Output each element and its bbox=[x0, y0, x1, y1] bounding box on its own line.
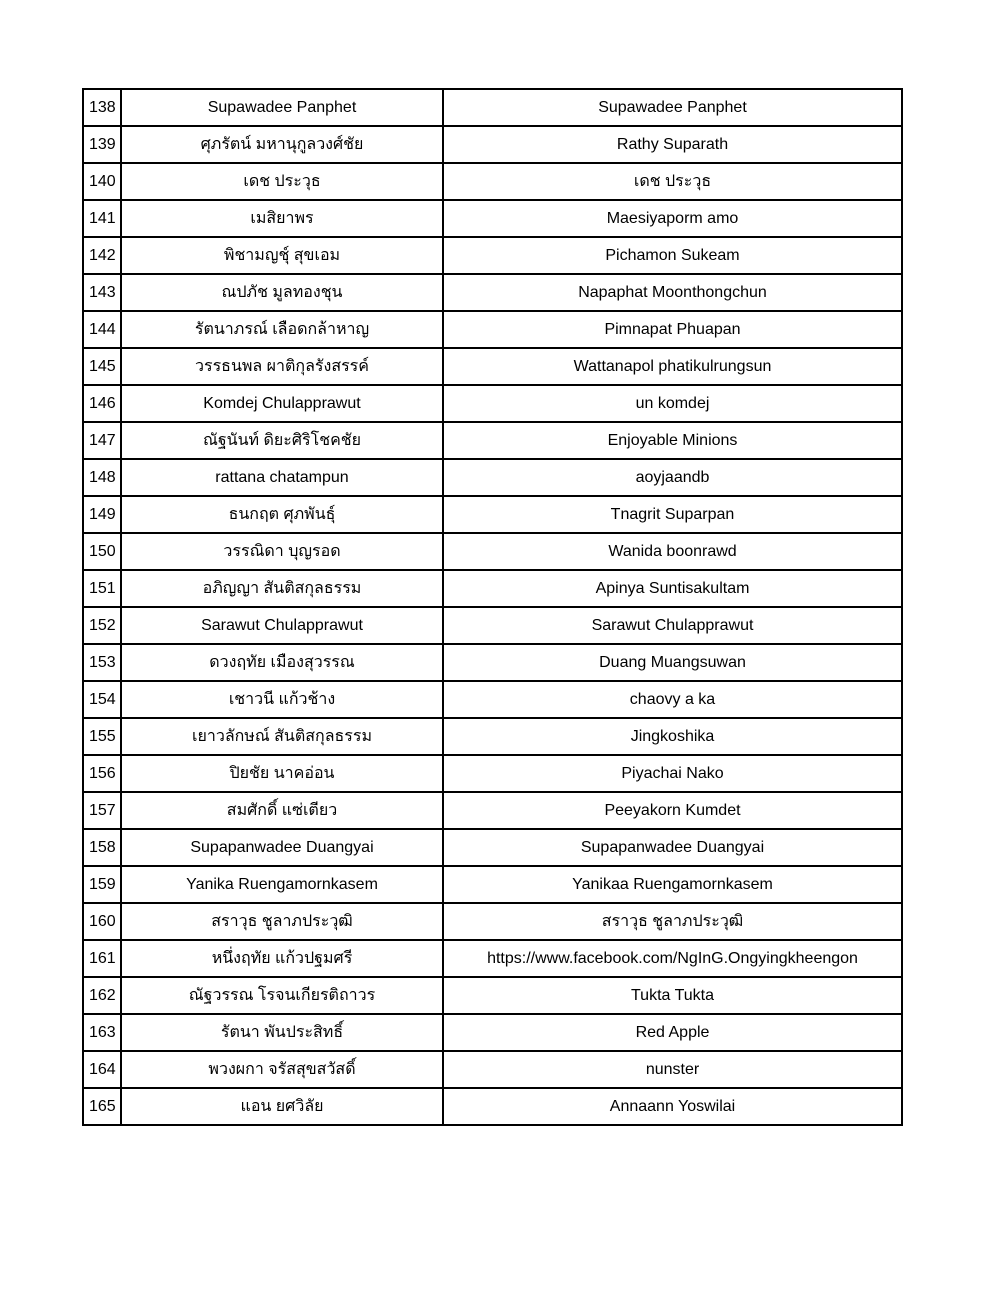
row-number-cell: 145 bbox=[83, 348, 121, 385]
name-cell: วรรณิดา บุญรอด bbox=[121, 533, 443, 570]
row-number-cell: 147 bbox=[83, 422, 121, 459]
account-name-cell: Jingkoshika bbox=[443, 718, 902, 755]
table-row bbox=[83, 311, 902, 348]
table-row bbox=[83, 1014, 902, 1051]
table-body bbox=[83, 89, 902, 1125]
name-cell: ศุภรัตน์ มหานุกูลวงศ์ชัย bbox=[121, 126, 443, 163]
table-row bbox=[83, 829, 902, 866]
row-number-cell: 160 bbox=[83, 903, 121, 940]
name-cell: รัตนา พันประสิทธิ์ bbox=[121, 1014, 443, 1051]
table-row bbox=[83, 1088, 902, 1125]
name-cell: วรรธนพล ผาติกุลรังสรรค์ bbox=[121, 348, 443, 385]
row-number-cell: 150 bbox=[83, 533, 121, 570]
row-number-cell: 153 bbox=[83, 644, 121, 681]
table-row bbox=[83, 422, 902, 459]
row-number-cell: 158 bbox=[83, 829, 121, 866]
name-cell: พิชามญชุ์ สุขเอม bbox=[121, 237, 443, 274]
name-cell: ณัฐนันท์ ดิยะศิริโชคชัย bbox=[121, 422, 443, 459]
account-name-cell: Apinya Suntisakultam bbox=[443, 570, 902, 607]
account-name-cell: nunster bbox=[443, 1051, 902, 1088]
account-name-cell: Wattanapol phatikulrungsun bbox=[443, 348, 902, 385]
row-number-cell: 164 bbox=[83, 1051, 121, 1088]
row-number-cell: 161 bbox=[83, 940, 121, 977]
row-number-cell: 142 bbox=[83, 237, 121, 274]
table-row bbox=[83, 866, 902, 903]
account-name-cell: Wanida boonrawd bbox=[443, 533, 902, 570]
name-cell: หนึ่งฤทัย แก้วปฐมศรี bbox=[121, 940, 443, 977]
account-name-cell: Piyachai Nako bbox=[443, 755, 902, 792]
row-number-cell: 163 bbox=[83, 1014, 121, 1051]
table-row bbox=[83, 977, 902, 1014]
account-name-cell: Maesiyaporm amo bbox=[443, 200, 902, 237]
name-cell: ธนกฤต ศุภพันธุ์ bbox=[121, 496, 443, 533]
name-cell: Komdej Chulapprawut bbox=[121, 385, 443, 422]
table-row bbox=[83, 681, 902, 718]
account-name-cell: Annaann Yoswilai bbox=[443, 1088, 902, 1125]
table-row bbox=[83, 755, 902, 792]
row-number-cell: 141 bbox=[83, 200, 121, 237]
account-name-cell: Pichamon Sukeam bbox=[443, 237, 902, 274]
table-row bbox=[83, 274, 902, 311]
account-name-cell: Sarawut Chulapprawut bbox=[443, 607, 902, 644]
account-name-cell: chaovy a ka bbox=[443, 681, 902, 718]
name-cell: เชาวนี แก้วช้าง bbox=[121, 681, 443, 718]
account-name-cell: Duang Muangsuwan bbox=[443, 644, 902, 681]
account-name-cell: aoyjaandb bbox=[443, 459, 902, 496]
row-number-cell: 151 bbox=[83, 570, 121, 607]
row-number-cell: 152 bbox=[83, 607, 121, 644]
row-number-cell: 139 bbox=[83, 126, 121, 163]
account-name-cell: un komdej bbox=[443, 385, 902, 422]
name-cell: Sarawut Chulapprawut bbox=[121, 607, 443, 644]
account-name-cell: Yanikaa Ruengamornkasem bbox=[443, 866, 902, 903]
table-row bbox=[83, 644, 902, 681]
table-row bbox=[83, 163, 902, 200]
name-cell: พวงผกา จรัสสุขสวัสดิ์ bbox=[121, 1051, 443, 1088]
table-row bbox=[83, 200, 902, 237]
account-name-cell: เดช ประวุธ bbox=[443, 163, 902, 200]
table-row bbox=[83, 607, 902, 644]
row-number-cell: 144 bbox=[83, 311, 121, 348]
table-row bbox=[83, 718, 902, 755]
table-row bbox=[83, 570, 902, 607]
name-cell: เดช ประวุธ bbox=[121, 163, 443, 200]
account-name-cell: Tnagrit Suparpan bbox=[443, 496, 902, 533]
name-cell: ดวงฤทัย เมืองสุวรรณ bbox=[121, 644, 443, 681]
account-name-cell: Red Apple bbox=[443, 1014, 902, 1051]
row-number-cell: 138 bbox=[83, 89, 121, 126]
name-cell: เมสิยาพร bbox=[121, 200, 443, 237]
row-number-cell: 146 bbox=[83, 385, 121, 422]
name-list-table bbox=[82, 88, 903, 1126]
name-cell: แอน ยศวิลัย bbox=[121, 1088, 443, 1125]
table-row bbox=[83, 903, 902, 940]
account-name-cell: Supapanwadee Duangyai bbox=[443, 829, 902, 866]
name-cell: รัตนาภรณ์ เลือดกล้าหาญ bbox=[121, 311, 443, 348]
name-cell: อภิญญา สันติสกุลธรรม bbox=[121, 570, 443, 607]
row-number-cell: 148 bbox=[83, 459, 121, 496]
name-cell: Yanika Ruengamornkasem bbox=[121, 866, 443, 903]
name-cell: Supawadee Panphet bbox=[121, 89, 443, 126]
name-cell: ปิยชัย นาคอ่อน bbox=[121, 755, 443, 792]
table-row bbox=[83, 496, 902, 533]
name-cell: สราวุธ ชูลาภประวุฒิ bbox=[121, 903, 443, 940]
table-row bbox=[83, 126, 902, 163]
table-row bbox=[83, 1051, 902, 1088]
name-cell: ณปภัช มูลทองชุน bbox=[121, 274, 443, 311]
table-row bbox=[83, 237, 902, 274]
row-number-cell: 143 bbox=[83, 274, 121, 311]
account-name-cell: สราวุธ ชูลาภประวุฒิ bbox=[443, 903, 902, 940]
table-row bbox=[83, 89, 902, 126]
name-cell: rattana chatampun bbox=[121, 459, 443, 496]
table-row bbox=[83, 459, 902, 496]
table-row bbox=[83, 940, 902, 977]
name-cell: ณัฐวรรณ โรจนเกียรติถาวร bbox=[121, 977, 443, 1014]
account-name-cell: Supawadee Panphet bbox=[443, 89, 902, 126]
table-row bbox=[83, 348, 902, 385]
name-cell: เยาวลักษณ์ สันติสกุลธรรม bbox=[121, 718, 443, 755]
row-number-cell: 159 bbox=[83, 866, 121, 903]
row-number-cell: 157 bbox=[83, 792, 121, 829]
row-number-cell: 155 bbox=[83, 718, 121, 755]
name-cell: Supapanwadee Duangyai bbox=[121, 829, 443, 866]
row-number-cell: 154 bbox=[83, 681, 121, 718]
account-name-cell: Tukta Tukta bbox=[443, 977, 902, 1014]
row-number-cell: 140 bbox=[83, 163, 121, 200]
table-row bbox=[83, 385, 902, 422]
table-row bbox=[83, 792, 902, 829]
account-name-cell: Pimnapat Phuapan bbox=[443, 311, 902, 348]
account-name-cell: Enjoyable Minions bbox=[443, 422, 902, 459]
row-number-cell: 162 bbox=[83, 977, 121, 1014]
account-name-cell: Napaphat Moonthongchun bbox=[443, 274, 902, 311]
account-name-cell: Peeyakorn Kumdet bbox=[443, 792, 902, 829]
row-number-cell: 165 bbox=[83, 1088, 121, 1125]
name-cell: สมศักดิ์ แซ่เตียว bbox=[121, 792, 443, 829]
account-name-cell: Rathy Suparath bbox=[443, 126, 902, 163]
row-number-cell: 156 bbox=[83, 755, 121, 792]
row-number-cell: 149 bbox=[83, 496, 121, 533]
account-name-cell: https://www.facebook.com/NgInG.Ongyingkheengon bbox=[443, 940, 902, 977]
table-row bbox=[83, 533, 902, 570]
